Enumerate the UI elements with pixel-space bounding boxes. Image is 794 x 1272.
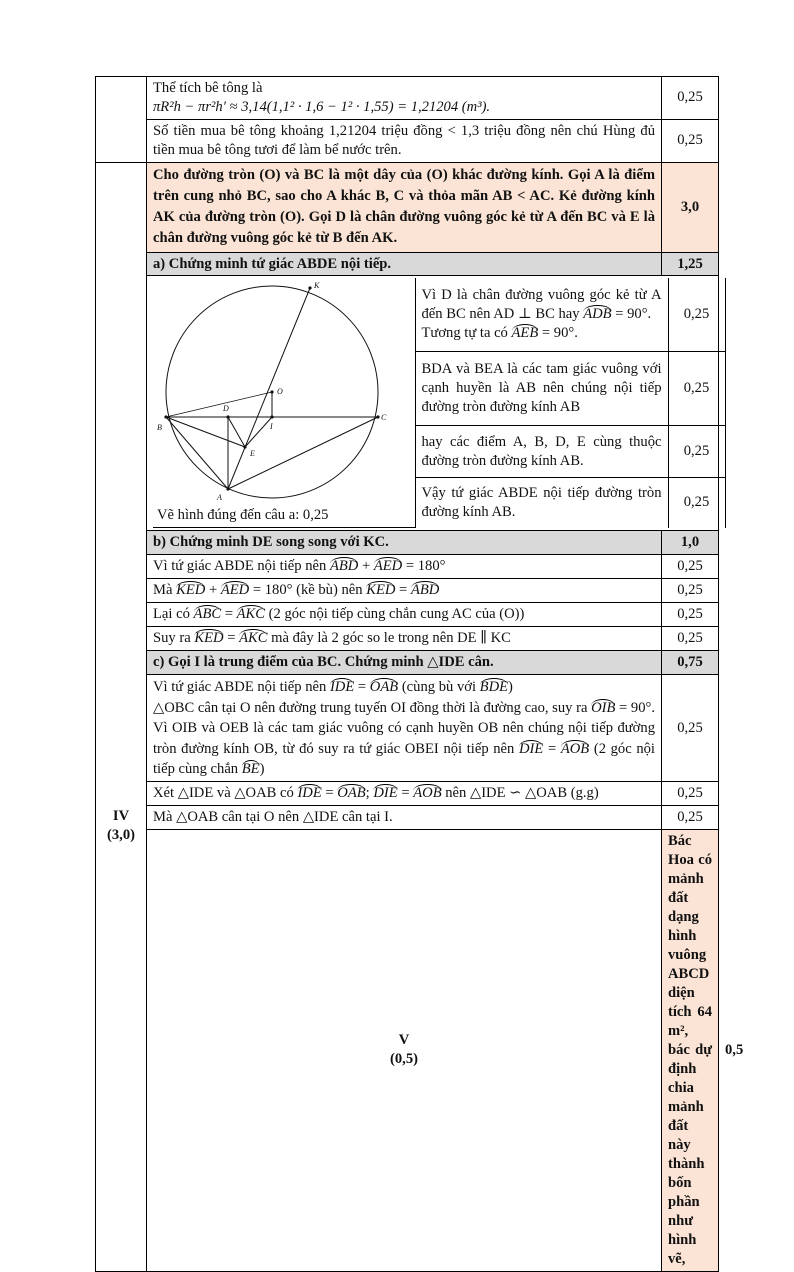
q4-label-cell xyxy=(96,162,147,1271)
part-a-title: a) Chứng minh tứ giác ABDE nội tiếp. xyxy=(147,252,662,276)
point-a xyxy=(226,488,229,491)
part-b-line1: Vì tứ giác ABDE nội tiếp nên ABD + AED = 180° xyxy=(147,555,662,579)
part-a-score: 1,25 xyxy=(662,252,719,276)
angle-ide-2: IDE xyxy=(297,785,322,802)
angle-aob-2: AOB xyxy=(413,785,442,802)
figure-cell xyxy=(153,278,415,527)
label-i: I xyxy=(270,422,273,432)
volume-score: 0,25 xyxy=(662,77,719,120)
answer-table xyxy=(95,76,744,1272)
segment-de xyxy=(228,417,245,447)
part-a-step1-tail: = 90°. xyxy=(611,306,652,323)
q4-points: (3,0) xyxy=(107,826,135,843)
money-score: 0,25 xyxy=(662,119,719,162)
part-a-step4-score: 0,25 xyxy=(668,477,725,528)
point-c xyxy=(376,416,379,419)
segment-be xyxy=(166,417,245,447)
part-b-l1-pre: Vì tứ giác ABDE nội tiếp nên xyxy=(153,558,330,575)
q5-label-cell xyxy=(147,830,662,1271)
part-b-l1-tail: = 180° xyxy=(402,558,446,575)
part-a-step3-score: 0,25 xyxy=(668,426,725,477)
part-c-score: 0,75 xyxy=(662,651,719,675)
part-c-q-pre: Xét △IDE và △OAB có xyxy=(153,785,298,802)
part-b-line2-score: 0,25 xyxy=(662,579,719,603)
part-a-body-row xyxy=(96,276,719,531)
angle-abd: ABD xyxy=(329,558,359,575)
money-row xyxy=(96,119,719,162)
part-c-proof: Vì tứ giác ABDE nội tiếp nên IDE = OAB (cùng bù với BDE) △OBC cân tại O nên đường trung tuyến OI đồng thời là đường cao, suy ra OIB = 90°. Vì OIB và OEB là các tam giác vuông có cạnh huyền OB nên chúng nội tiếp đường tròn đường kính OB, từ đó suy ra tứ giác OBEI nội tiếp nên DIE = AOB (2 góc nội tiếp cùng chắn BE) xyxy=(147,675,662,782)
diameter-ak xyxy=(228,288,310,489)
part-a-step2-score: 0,25 xyxy=(668,352,725,426)
angle-aob: AOB xyxy=(560,740,590,757)
volume-cell xyxy=(147,77,662,120)
part-b-line4: Suy ra KED = AKC mà đây là 2 góc so le trong nên DE ∥ KC xyxy=(147,627,662,651)
q4-problem: Cho đường tròn (O) và BC là một dây của (O) khác đường kính. Gọi A là điểm trên cung nhỏ BC, sao cho A khác B, C và thỏa mãn AB < AC. Kẻ đường kính AK của đường tròn (O). Gọi D là chân đường vuông góc kẻ từ A đến BC và E là chân đường vuông góc kẻ từ B đến AK. xyxy=(147,162,662,252)
part-c-p2-tail: = 90°. xyxy=(615,699,656,716)
q5-points: (0,5) xyxy=(390,1051,418,1068)
part-c-final: Mà △OAB cân tại O nên △IDE cân tại I. xyxy=(147,806,662,830)
angle-ked-3: KED xyxy=(194,630,224,647)
angle-oib: OIB xyxy=(591,699,616,716)
point-k xyxy=(308,287,311,290)
part-c-p3-mid: (2 góc nội tiếp cùng chắn xyxy=(153,740,655,777)
angle-die-2: DIE xyxy=(373,785,398,802)
point-i xyxy=(270,416,273,419)
q4-problem-row xyxy=(96,162,719,252)
part-b-line2: Mà KED + AED = 180° (kề bù) nên KED = ABD xyxy=(147,579,662,603)
part-c-similar: Xét △IDE và △OAB có IDE = OAB; DIE = AOB nên △IDE ∽ △OAB (g.g) xyxy=(147,782,662,806)
part-b-line1-score: 0,25 xyxy=(662,555,719,579)
point-b xyxy=(164,416,167,419)
part-c-p1-pre: Vì tứ giác ABDE nội tiếp nên xyxy=(153,679,330,696)
label-c: C xyxy=(381,413,387,423)
volume-row xyxy=(96,77,719,120)
part-a-step1-score: 0,25 xyxy=(668,278,725,351)
volume-formula: πR²h − πr²h′ ≈ 3,14(1,1² · 1,6 − 1² · 1,55) = 1,21204 (m³). xyxy=(153,98,491,115)
angle-oab: OAB xyxy=(369,679,399,696)
angle-ked-2: KED xyxy=(366,582,396,599)
part-b-title-row xyxy=(96,531,719,555)
volume-label: Thể tích bê tông là xyxy=(153,80,263,96)
part-b-line4-score: 0,25 xyxy=(662,627,719,651)
angle-oab-2: OAB xyxy=(337,785,366,802)
part-a-step2: BDA và BEA là các tam giác vuông với cạnh huyền là AB nên chúng nội tiếp đường tròn đường kính AB xyxy=(415,352,668,426)
part-b-line3-row xyxy=(96,603,719,627)
angle-bde: BDE xyxy=(479,679,509,696)
part-b-l3-tail: (2 góc nội tiếp cùng chắn cung AC của (O)) xyxy=(265,606,525,623)
figure-note: Vẽ hình đúng đến câu a: 0,25 xyxy=(157,507,329,524)
label-d: D xyxy=(223,404,229,414)
part-a-step3: hay các điểm A, B, D, E cùng thuộc đường tròn đường kính AB. xyxy=(415,426,668,477)
q4-label: IV xyxy=(112,807,130,824)
part-a-step1b-text: Tương tự ta có xyxy=(421,325,512,342)
angle-akc: AKC xyxy=(236,606,266,623)
q4-total: 3,0 xyxy=(662,162,719,252)
part-c-p1-mid: (cùng bù với xyxy=(398,679,480,696)
part-a-step4: Vậy tứ giác ABDE nội tiếp đường tròn đường kính AB. xyxy=(415,477,668,528)
label-k: K xyxy=(314,281,320,291)
geometry-figure xyxy=(157,278,407,510)
segment-ab xyxy=(166,417,228,489)
empty-label-cell xyxy=(96,77,147,163)
part-c-final-score: 0,25 xyxy=(662,806,719,830)
point-d xyxy=(226,416,229,419)
part-c-q-mid: nên △IDE ∽ △OAB (g.g) xyxy=(441,785,599,802)
part-b-score: 1,0 xyxy=(662,531,719,555)
part-b-line2-row xyxy=(96,579,719,603)
angle-ked: KED xyxy=(176,582,206,599)
q5-label: V xyxy=(398,1032,410,1049)
part-b-l4-pre: Suy ra xyxy=(153,630,195,647)
part-c-proof-row xyxy=(96,675,719,782)
part-c-similar-row xyxy=(96,782,719,806)
angle-abd-2: ABD xyxy=(410,582,440,599)
part-c-similar-score: 0,25 xyxy=(662,782,719,806)
part-b-line3: Lại có ABC = AKC (2 góc nội tiếp cùng chắn cung AC của (O)) xyxy=(147,603,662,627)
label-b: B xyxy=(157,423,162,433)
label-a: A xyxy=(217,493,222,503)
part-a-body xyxy=(147,276,719,531)
part-b-line1-row xyxy=(96,555,719,579)
angle-aed-2: AED xyxy=(220,582,250,599)
label-o: O xyxy=(277,387,283,397)
part-a-step1-text: Vì D là chân đường vuông góc kẻ từ A đến BC nên AD ⊥ BC hay xyxy=(421,287,662,323)
money-text: Số tiền mua bê tông khoảng 1,21204 triệu đồng < 1,3 triệu đồng nên chú Hùng đủ tiền mua bê tông tươi để làm bể nước trên. xyxy=(147,119,662,162)
segment-ob xyxy=(166,392,272,417)
point-e xyxy=(243,446,246,449)
point-o xyxy=(270,391,273,394)
angle-die: DIE xyxy=(518,740,544,757)
label-e: E xyxy=(250,449,255,459)
angle-akc-2: AKC xyxy=(239,630,268,647)
arc-be: BE xyxy=(241,760,260,777)
part-b-title: b) Chứng minh DE song song với KC. xyxy=(147,531,662,555)
angle-aeb: AEB xyxy=(511,325,539,342)
part-a-step1 xyxy=(415,278,668,351)
part-a-step1b-tail: = 90°. xyxy=(538,325,578,342)
q5-row: V (0,5) Bác Hoa có mảnh đất dạng hình vuông ABCD diện tích 64 m², bác dự định chia mảnh đất này thành bốn phần như hình vẽ, 0,5 xyxy=(96,830,719,1271)
q5-problem: Bác Hoa có mảnh đất dạng hình vuông ABCD diện tích 64 m², bác dự định chia mảnh đất này thành bốn phần như hình vẽ, xyxy=(662,830,719,1271)
angle-adb: ADB xyxy=(583,306,612,323)
part-c-p3-end: ) xyxy=(259,760,265,777)
part-b-line4-row xyxy=(96,627,719,651)
part-a-inner-table xyxy=(153,278,726,528)
part-b-line3-score: 0,25 xyxy=(662,603,719,627)
part-a-step1-row xyxy=(153,278,725,351)
part-c-p2: △OBC cân tại O nên đường trung tuyến OI đồng thời là đường cao, suy ra xyxy=(153,699,592,716)
angle-aed: AED xyxy=(373,558,403,575)
part-b-l3-pre: Lại có xyxy=(153,606,194,623)
angle-ide: IDE xyxy=(329,679,355,696)
part-c-p1-end: ) xyxy=(508,679,513,696)
part-a-title-row xyxy=(96,252,719,276)
part-c-title-row xyxy=(96,651,719,675)
part-b-l2-pre: Mà xyxy=(153,582,177,599)
part-c-p3: Vì OIB và OEB là các tam giác vuông có cạnh huyền OB nên chúng nội tiếp đường tròn đường kính OB, từ đó suy ra tứ giác OBEI nội tiếp nên xyxy=(153,720,655,757)
part-b-l2-mid: = 180° (kề bù) nên xyxy=(249,582,367,599)
part-c-final-row xyxy=(96,806,719,830)
angle-abc: ABC xyxy=(193,606,222,623)
part-b-l4-tail: mà đây là 2 góc so le trong nên DE ∥ KC xyxy=(267,630,511,647)
part-c-proof-score: 0,25 xyxy=(662,675,719,782)
part-c-title: c) Gọi I là trung điểm của BC. Chứng minh △IDE cân. xyxy=(147,651,662,675)
segment-ei xyxy=(245,417,272,447)
